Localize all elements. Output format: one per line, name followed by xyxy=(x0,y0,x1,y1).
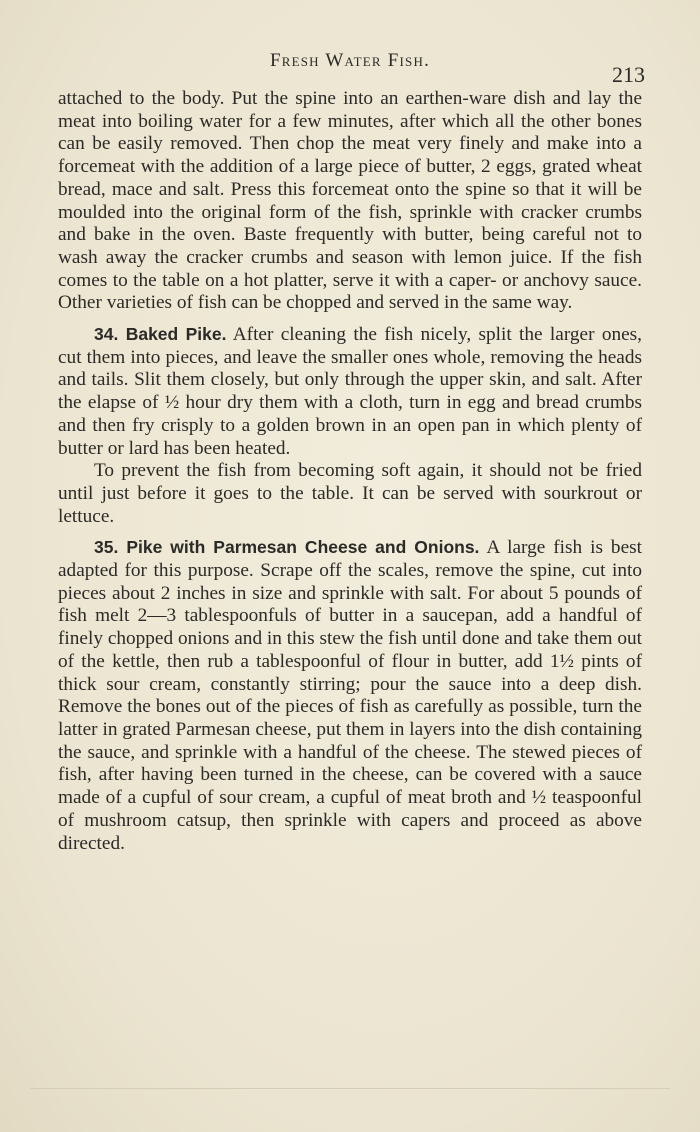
page-bottom-edge xyxy=(30,1088,670,1089)
recipe-35-text: A large fish is best adapted for this purpose. Scrape off the scales, remove the spine, cut into pieces about 2 inches in size and sprinkle with salt. For about 5 pounds of fish melt 2—3 tablespoonfuls of butter in a saucepan, add a handful of finely chopped onions and in this stew the fish until done and take them out of the kettle, then rub a tablespoonful of flour in butter, add 1½ pints of thick sour cream, constantly stirring; pour the sauce into a deep dish. Remove the bones out of the pieces of fish as carefully as possible, turn the latter in grated Parmesan cheese, put them in layers into the dish containing the sauce, and sprinkle with a handful of the cheese. The stewed pieces of fish, after having been turned in the cheese, can be covered with a sauce made of a cupful of sour cream, a cupful of meat broth and ½ teaspoonful of mushroom catsup, then sprinkle with capers and proceed as above directed. xyxy=(58,537,642,854)
recipe-33-continuation: attached to the body. Put the spine into an earthen-ware dish and lay the meat into boiling water for a few minutes, after which all the other bones can be easily removed. Then chop the meat very finely and make into a forcemeat with the addition of a large piece of butter, 2 eggs, grated wheat bread, mace and salt. Press this forcemeat onto the spine so that it will be moulded into the original form of the fish, sprinkle with cracker crumbs and bake in the oven. Baste frequently with butter, being careful not to wash away the cracker crumbs and season with lemon juice. If the fish comes to the table on a hot platter, serve it with a caper- or anchovy sauce. Other varieties of fish can be chopped and served in the same way. xyxy=(58,88,642,314)
recipe-34-heading: 34. Baked Pike. xyxy=(94,324,227,345)
recipe-34-note: To prevent the fish from becoming soft again, it should not be fried until just before it goes to the table. It can be served with sourkrout or lettuce. xyxy=(58,460,642,527)
page-header xyxy=(0,50,700,87)
recipe-34-text: After cleaning the fish nicely, split the larger ones, cut them into pieces, and leave the smaller ones whole, removing the heads and tails. Slit them closely, but only through the upper skin, and salt. After the elapse of ½ hour dry them with a cloth, turn in egg and bread crumbs and then fry crisply to a golden brown in an open pan in which plenty of butter or lard has been heated. xyxy=(58,324,642,459)
recipe-34-paragraph xyxy=(58,323,642,460)
recipe-35-heading: 35. Pike with Parmesan Cheese and Onions. xyxy=(94,537,480,558)
recipe-35-paragraph xyxy=(58,536,642,855)
page-body xyxy=(58,88,642,855)
page-number: 213 xyxy=(612,62,645,87)
running-title: Fresh Water Fish. xyxy=(269,50,431,71)
